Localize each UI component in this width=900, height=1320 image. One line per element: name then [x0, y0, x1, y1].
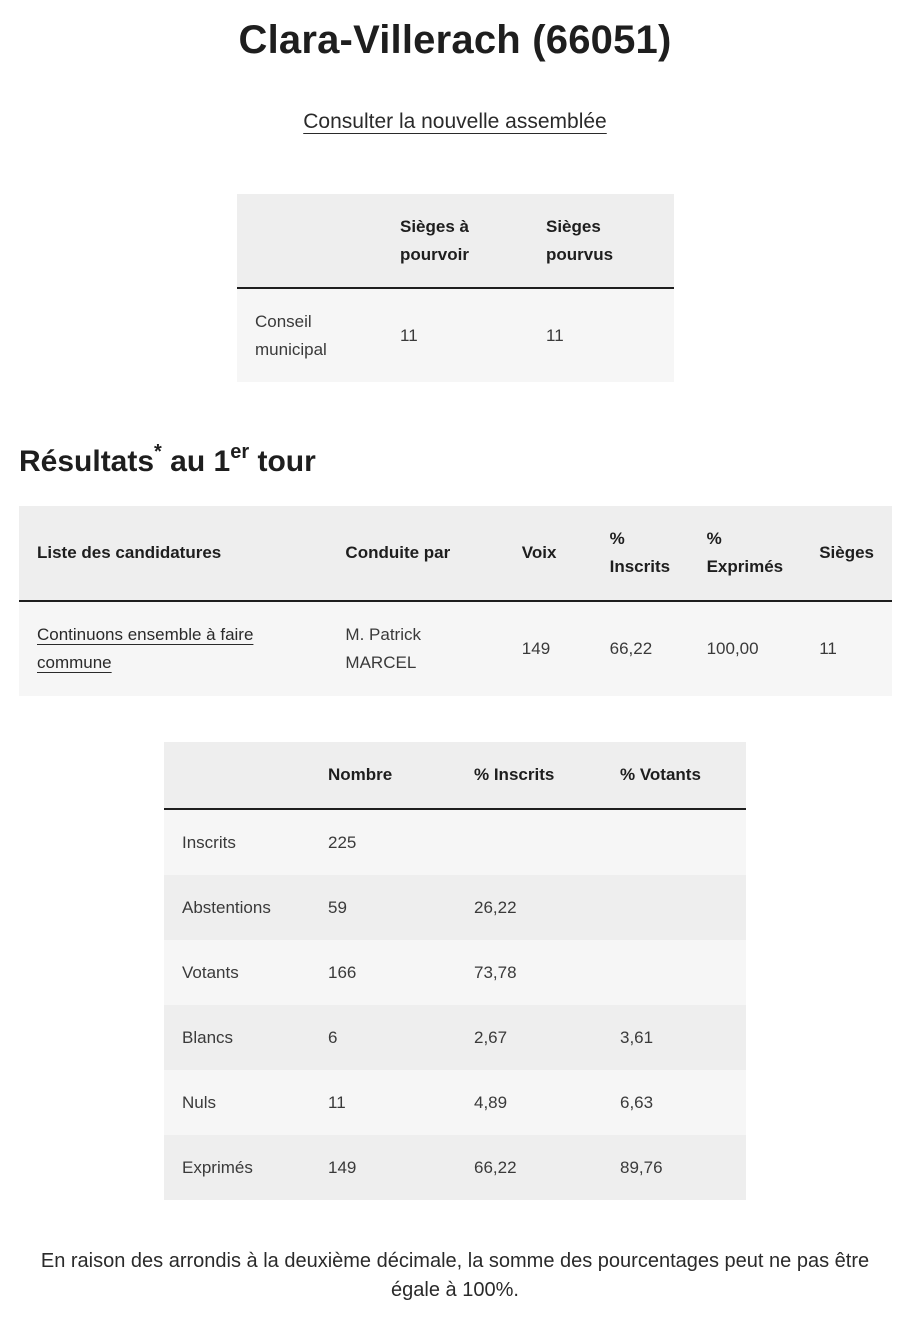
stats-label: Nuls — [164, 1070, 310, 1135]
results-seats-cell: 11 — [801, 601, 892, 696]
page-title: Clara-Villerach (66051) — [238, 18, 672, 62]
assembly-link-container — [0, 110, 900, 134]
seats-table — [237, 194, 674, 382]
results-header-seats: Sièges — [801, 506, 892, 601]
stats-header-row — [164, 742, 746, 809]
results-header-pct-registered: % Inscrits — [592, 506, 689, 601]
stats-number: 149 — [310, 1135, 456, 1200]
results-heading — [19, 443, 316, 479]
stats-pct-voters: 6,63 — [602, 1070, 746, 1135]
seats-row — [237, 288, 674, 382]
results-pct-expressed-cell: 100,00 — [689, 601, 802, 696]
results-heading-star: * — [154, 441, 162, 463]
stats-number: 11 — [310, 1070, 456, 1135]
stats-number: 59 — [310, 875, 456, 940]
stats-number: 166 — [310, 940, 456, 1005]
seats-row-label: Conseil municipal — [237, 288, 382, 382]
results-header-votes: Voix — [504, 506, 592, 601]
results-heading-word: Résultats — [19, 445, 155, 478]
results-heading-middle: au 1 — [161, 445, 231, 478]
results-heading-sup: er — [230, 441, 250, 463]
stats-pct-registered — [456, 809, 602, 875]
stats-pct-registered: 66,22 — [456, 1135, 602, 1200]
stats-header-empty — [164, 742, 310, 809]
stats-header-pct-registered: % Inscrits — [456, 742, 602, 809]
results-pct-registered-cell: 66,22 — [592, 601, 689, 696]
stats-label: Inscrits — [164, 809, 310, 875]
table-row — [164, 809, 746, 875]
seats-header-filled: Sièges pourvus — [528, 194, 674, 288]
stats-pct-registered: 73,78 — [456, 940, 602, 1005]
table-row — [164, 1005, 746, 1070]
seats-header-empty — [237, 194, 382, 288]
results-table — [19, 506, 892, 696]
stats-pct-voters: 3,61 — [602, 1005, 746, 1070]
results-leader-cell: M. Patrick MARCEL — [327, 601, 503, 696]
stats-table — [164, 742, 746, 1200]
stats-label: Blancs — [164, 1005, 310, 1070]
table-row — [164, 1070, 746, 1135]
results-votes-cell: 149 — [504, 601, 592, 696]
table-row — [164, 1135, 746, 1200]
results-heading-end: tour — [249, 445, 316, 478]
candidate-list-link[interactable]: Continuons ensemble à faire commune — [37, 625, 254, 672]
stats-header-number: Nombre — [310, 742, 456, 809]
stats-pct-registered: 2,67 — [456, 1005, 602, 1070]
stats-pct-registered: 26,22 — [456, 875, 602, 940]
rounding-footnote: En raison des arrondis à la deuxième décimale, la somme des pourcentages peut ne pas être égale à 100%. — [40, 1250, 870, 1301]
seats-header-row — [237, 194, 674, 288]
seats-to-fill-value: 11 — [382, 288, 528, 382]
stats-label: Exprimés — [164, 1135, 310, 1200]
stats-pct-voters — [602, 875, 746, 940]
seats-header-to-fill: Sièges à pourvoir — [382, 194, 528, 288]
stats-header-pct-voters: % Votants — [602, 742, 746, 809]
stats-pct-voters — [602, 940, 746, 1005]
results-header-list: Liste des candidatures — [19, 506, 327, 601]
stats-label: Abstentions — [164, 875, 310, 940]
seats-filled-value: 11 — [528, 288, 674, 382]
stats-number: 6 — [310, 1005, 456, 1070]
table-row — [19, 601, 892, 696]
results-header-row — [19, 506, 892, 601]
stats-pct-voters: 89,76 — [602, 1135, 746, 1200]
table-row — [164, 875, 746, 940]
results-list-cell — [19, 601, 327, 696]
table-row — [164, 940, 746, 1005]
stats-number: 225 — [310, 809, 456, 875]
results-header-leader: Conduite par — [327, 506, 503, 601]
new-assembly-link[interactable]: Consulter la nouvelle assemblée — [303, 110, 607, 133]
stats-pct-voters — [602, 809, 746, 875]
stats-label: Votants — [164, 940, 310, 1005]
results-header-pct-expressed: % Exprimés — [689, 506, 802, 601]
stats-pct-registered: 4,89 — [456, 1070, 602, 1135]
